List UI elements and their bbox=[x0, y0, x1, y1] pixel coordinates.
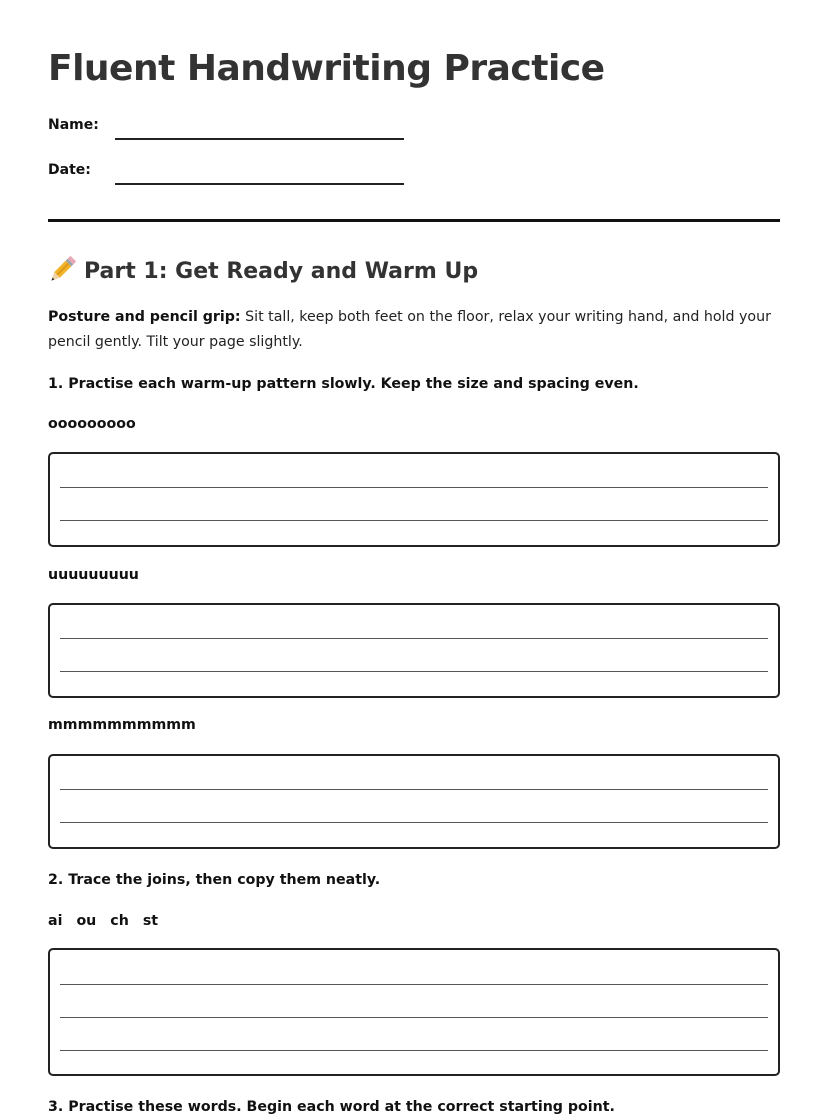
join-st: st bbox=[142, 913, 159, 929]
part1-heading-text: Part 1: Get Ready and Warm Up bbox=[84, 259, 479, 284]
writing-line bbox=[60, 789, 768, 790]
name-field[interactable] bbox=[48, 117, 408, 141]
posture-instructions bbox=[48, 305, 778, 355]
pattern-u: uuuuuuuuu bbox=[48, 567, 139, 583]
joins-row bbox=[48, 913, 172, 929]
instruction-3: 3. Practise these words. Begin each word at the correct starting point. bbox=[48, 1099, 615, 1115]
writing-line bbox=[60, 822, 768, 823]
join-ai: ai bbox=[48, 913, 63, 929]
writing-box-joins[interactable] bbox=[48, 948, 780, 1076]
writing-line bbox=[60, 671, 768, 672]
writing-line bbox=[60, 1017, 768, 1018]
date-label: Date: bbox=[48, 162, 91, 178]
instruction-1: 1. Practise each warm-up pattern slowly. Keep the size and spacing even. bbox=[48, 376, 639, 392]
writing-box-m[interactable] bbox=[48, 754, 780, 849]
header-divider bbox=[48, 219, 780, 222]
posture-text: Sit tall, keep both feet on the floor, relax your writing hand, and hold your pencil gently. Tilt your page slightly. bbox=[48, 309, 771, 350]
join-ou: ou bbox=[76, 913, 97, 929]
pattern-m: mmmmmmmmmm bbox=[48, 717, 196, 733]
writing-line bbox=[60, 520, 768, 521]
writing-line bbox=[60, 487, 768, 488]
part1-heading bbox=[48, 256, 478, 284]
writing-box-u[interactable] bbox=[48, 603, 780, 698]
join-ch: ch bbox=[110, 913, 129, 929]
date-write-line[interactable] bbox=[115, 183, 404, 185]
pencil-icon bbox=[48, 256, 76, 284]
writing-line bbox=[60, 984, 768, 985]
name-write-line[interactable] bbox=[115, 138, 404, 140]
writing-line bbox=[60, 638, 768, 639]
instruction-2: 2. Trace the joins, then copy them neatly. bbox=[48, 872, 381, 888]
writing-line bbox=[60, 1050, 768, 1051]
writing-box-o[interactable] bbox=[48, 452, 780, 547]
posture-label: Posture and pencil grip: bbox=[48, 309, 241, 325]
page-title: Fluent Handwriting Practice bbox=[48, 48, 605, 89]
name-label: Name: bbox=[48, 117, 99, 133]
pattern-o: ooooooooo bbox=[48, 416, 136, 432]
date-field[interactable] bbox=[48, 162, 408, 186]
